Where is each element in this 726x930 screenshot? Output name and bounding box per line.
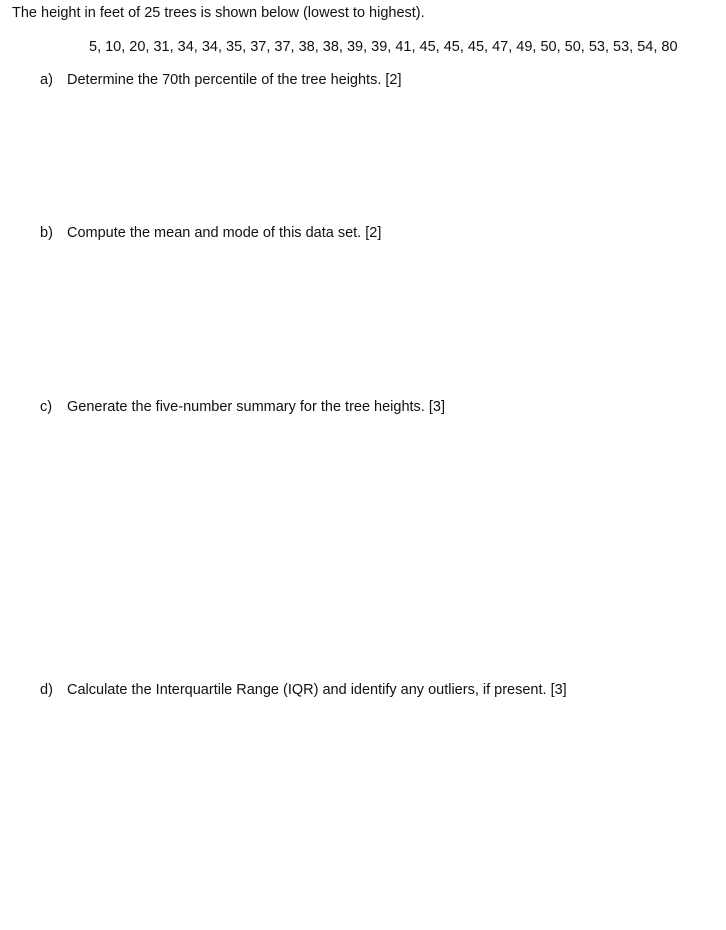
question-letter: b) [40,225,53,241]
question-text: Generate the five-number summary for the tree heights. [3] [67,399,445,415]
question-b [40,225,381,241]
question-c [40,399,445,415]
question-letter: d) [40,682,53,698]
question-d [40,682,567,698]
intro-text: The height in feet of 25 trees is shown below (lowest to highest). [12,5,425,21]
question-text: Determine the 70th percentile of the tree heights. [2] [67,72,402,88]
data-values: 5, 10, 20, 31, 34, 34, 35, 37, 37, 38, 38, 39, 39, 41, 45, 45, 45, 47, 49, 50, 50, 53, 53, 54, 80 [89,39,678,55]
question-letter: a) [40,72,53,88]
question-text: Compute the mean and mode of this data set. [2] [67,225,382,241]
question-text: Calculate the Interquartile Range (IQR) and identify any outliers, if present. [3] [67,682,567,698]
question-letter: c) [40,399,53,415]
question-a [40,72,402,88]
